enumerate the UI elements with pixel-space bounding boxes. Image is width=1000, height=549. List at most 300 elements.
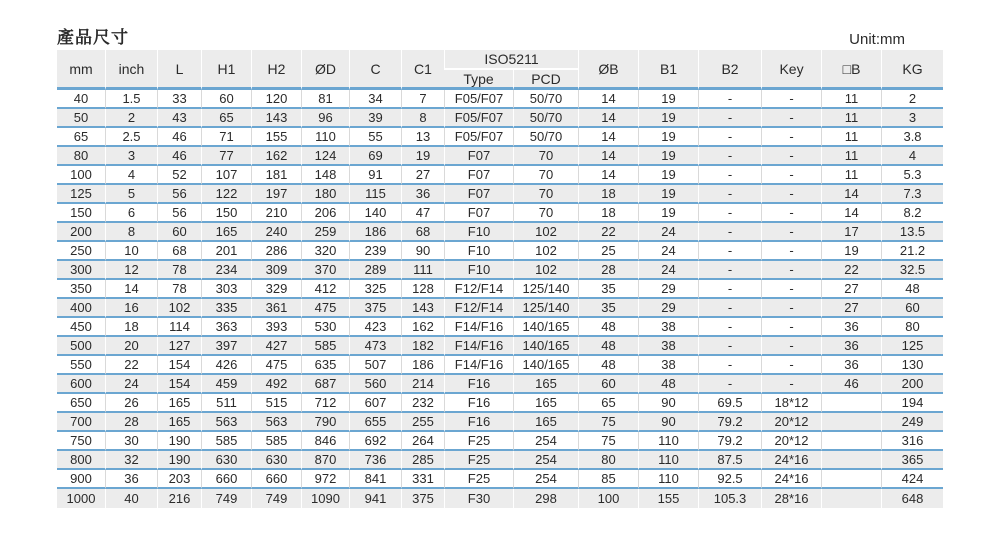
table-cell — [821, 451, 881, 470]
table-cell: 492 — [251, 375, 301, 394]
table-cell: 105.3 — [698, 489, 761, 508]
table-cell: 46 — [157, 147, 201, 166]
table-cell: F14/F16 — [444, 356, 513, 375]
table-cell: 75 — [578, 413, 638, 432]
table-cell: 69.5 — [698, 394, 761, 413]
table-cell: - — [698, 280, 761, 299]
table-cell: 24 — [638, 242, 698, 261]
table-cell: 29 — [638, 299, 698, 318]
table-cell — [821, 394, 881, 413]
table-cell: 8.2 — [881, 204, 943, 223]
table-cell: 80 — [881, 318, 943, 337]
table-cell: 48 — [578, 318, 638, 337]
table-cell: 125/140 — [513, 280, 578, 299]
table-cell: 197 — [251, 185, 301, 204]
table-cell: 11 — [821, 166, 881, 185]
table-cell: 165 — [201, 223, 251, 242]
table-cell: 320 — [301, 242, 349, 261]
table-cell: F10 — [444, 223, 513, 242]
col-header-kg: KG — [881, 50, 943, 90]
table-cell: 585 — [201, 432, 251, 451]
table-cell: 206 — [301, 204, 349, 223]
table-cell: 150 — [201, 204, 251, 223]
table-cell: 511 — [201, 394, 251, 413]
table-cell: 46 — [821, 375, 881, 394]
table-cell: F12/F14 — [444, 299, 513, 318]
table-cell: - — [698, 223, 761, 242]
table-cell: 749 — [201, 489, 251, 508]
table-cell: - — [761, 185, 821, 204]
table-cell: 254 — [513, 470, 578, 489]
table-cell: 130 — [881, 356, 943, 375]
table-cell: 635 — [301, 356, 349, 375]
col-header-type: Type — [444, 70, 513, 90]
table-cell: 60 — [157, 223, 201, 242]
table-cell: 201 — [201, 242, 251, 261]
table-cell: 259 — [301, 223, 349, 242]
table-cell: 393 — [251, 318, 301, 337]
table-cell: 162 — [401, 318, 444, 337]
col-header-ob: ØB — [578, 50, 638, 90]
table-cell: F07 — [444, 147, 513, 166]
table-cell: 4 — [881, 147, 943, 166]
table-cell: - — [761, 128, 821, 147]
table-cell: F05/F07 — [444, 90, 513, 109]
table-cell: 65 — [578, 394, 638, 413]
table-cell: 200 — [881, 375, 943, 394]
table-cell: 2.5 — [105, 128, 157, 147]
table-cell: 181 — [251, 166, 301, 185]
table-cell: 563 — [201, 413, 251, 432]
table-cell: 124 — [301, 147, 349, 166]
table-cell: F07 — [444, 204, 513, 223]
table-cell: 125 — [57, 185, 105, 204]
col-header-h1: H1 — [201, 50, 251, 90]
table-cell: 77 — [201, 147, 251, 166]
table-cell: 65 — [201, 109, 251, 128]
table-cell: 115 — [349, 185, 401, 204]
table-cell: 300 — [57, 261, 105, 280]
table-cell: 239 — [349, 242, 401, 261]
table-cell: 21.2 — [881, 242, 943, 261]
table-cell: 4 — [105, 166, 157, 185]
table-cell: 38 — [638, 337, 698, 356]
table-cell: 692 — [349, 432, 401, 451]
table-cell: 190 — [157, 451, 201, 470]
table-cell: 165 — [157, 413, 201, 432]
table-cell: 69 — [349, 147, 401, 166]
table-cell: 370 — [301, 261, 349, 280]
table-cell: 120 — [251, 90, 301, 109]
table-cell: 190 — [157, 432, 201, 451]
table-row — [57, 280, 943, 299]
table-cell: 186 — [349, 223, 401, 242]
table-cell: 28 — [578, 261, 638, 280]
table-cell: 107 — [201, 166, 251, 185]
table-cell: 36 — [821, 356, 881, 375]
table-cell: - — [698, 147, 761, 166]
table-row — [57, 337, 943, 356]
table-cell: 712 — [301, 394, 349, 413]
table-cell: 148 — [301, 166, 349, 185]
table-cell: 102 — [157, 299, 201, 318]
table-cell: 846 — [301, 432, 349, 451]
table-cell: 20 — [105, 337, 157, 356]
table-cell: 870 — [301, 451, 349, 470]
table-cell: 214 — [401, 375, 444, 394]
table-cell: F10 — [444, 242, 513, 261]
table-cell: F05/F07 — [444, 128, 513, 147]
table-cell: 140/165 — [513, 318, 578, 337]
table-cell: - — [698, 261, 761, 280]
table-cell: 736 — [349, 451, 401, 470]
table-cell: 19 — [638, 147, 698, 166]
table-cell: 203 — [157, 470, 201, 489]
table-cell: - — [761, 318, 821, 337]
table-cell: 749 — [251, 489, 301, 508]
table-cell: 182 — [401, 337, 444, 356]
table-row — [57, 261, 943, 280]
table-cell: 56 — [157, 185, 201, 204]
table-header — [57, 50, 943, 90]
table-row — [57, 356, 943, 375]
table-cell: 71 — [201, 128, 251, 147]
table-cell: 19 — [821, 242, 881, 261]
table-cell: F16 — [444, 394, 513, 413]
table-cell: 473 — [349, 337, 401, 356]
table-cell: 60 — [881, 299, 943, 318]
table-cell: 397 — [201, 337, 251, 356]
table-row — [57, 128, 943, 147]
table-cell: 20*12 — [761, 432, 821, 451]
table-cell: - — [761, 242, 821, 261]
table-cell: 200 — [57, 223, 105, 242]
table-cell: 128 — [401, 280, 444, 299]
table-cell: 79.2 — [698, 413, 761, 432]
table-cell: - — [698, 166, 761, 185]
table-cell: 530 — [301, 318, 349, 337]
table-cell: 13.5 — [881, 223, 943, 242]
table-cell: 1.5 — [105, 90, 157, 109]
table-cell: 18*12 — [761, 394, 821, 413]
table-cell: 249 — [881, 413, 943, 432]
table-cell: 125/140 — [513, 299, 578, 318]
table-cell: 60 — [201, 90, 251, 109]
table-cell: - — [698, 90, 761, 109]
table-cell: 900 — [57, 470, 105, 489]
table-cell: 186 — [401, 356, 444, 375]
table-row — [57, 147, 943, 166]
table-cell: 110 — [638, 451, 698, 470]
table-cell: 8 — [401, 109, 444, 128]
col-header-od: ØD — [301, 50, 349, 90]
table-cell: 40 — [57, 90, 105, 109]
table-cell: 46 — [157, 128, 201, 147]
table-cell: 475 — [301, 299, 349, 318]
table-cell: 309 — [251, 261, 301, 280]
table-cell: 240 — [251, 223, 301, 242]
table-cell: 22 — [105, 356, 157, 375]
table-cell: 325 — [349, 280, 401, 299]
table-cell: 331 — [401, 470, 444, 489]
table-cell: 28*16 — [761, 489, 821, 508]
table-cell: 563 — [251, 413, 301, 432]
table-cell: F16 — [444, 413, 513, 432]
table-cell: 5 — [105, 185, 157, 204]
table-cell: 29 — [638, 280, 698, 299]
table-cell: 16 — [105, 299, 157, 318]
table-cell: 22 — [821, 261, 881, 280]
table-cell: 10 — [105, 242, 157, 261]
table-cell: - — [761, 375, 821, 394]
page-title: 產品尺寸 — [57, 28, 129, 47]
table-cell: 365 — [881, 451, 943, 470]
table-cell: 972 — [301, 470, 349, 489]
table-cell: F14/F16 — [444, 337, 513, 356]
table-cell: 180 — [301, 185, 349, 204]
table-cell: 1090 — [301, 489, 349, 508]
table-cell: 35 — [578, 299, 638, 318]
table-cell: 33 — [157, 90, 201, 109]
table-cell: 19 — [638, 185, 698, 204]
table-cell: 52 — [157, 166, 201, 185]
table-cell: 941 — [349, 489, 401, 508]
table-cell: - — [761, 90, 821, 109]
table-cell — [821, 432, 881, 451]
table-cell: 6 — [105, 204, 157, 223]
table-row — [57, 204, 943, 223]
table-cell: 11 — [821, 128, 881, 147]
table-cell: 78 — [157, 280, 201, 299]
table-cell: 102 — [513, 223, 578, 242]
table-cell: 143 — [401, 299, 444, 318]
table-row — [57, 375, 943, 394]
table-cell: - — [698, 299, 761, 318]
table-cell: - — [698, 375, 761, 394]
table-body — [57, 90, 943, 508]
table-cell: 48 — [578, 337, 638, 356]
table-cell: 361 — [251, 299, 301, 318]
table-cell: 14 — [578, 109, 638, 128]
table-cell: 12 — [105, 261, 157, 280]
table-cell: 254 — [513, 432, 578, 451]
table-cell: 660 — [201, 470, 251, 489]
table-cell: 1000 — [57, 489, 105, 508]
table-cell: - — [761, 337, 821, 356]
table-cell: 114 — [157, 318, 201, 337]
table-cell: 335 — [201, 299, 251, 318]
table-cell: F25 — [444, 451, 513, 470]
table-row — [57, 318, 943, 337]
table-cell: 36 — [401, 185, 444, 204]
table-cell: 38 — [638, 356, 698, 375]
table-cell: 40 — [105, 489, 157, 508]
table-cell: 70 — [513, 204, 578, 223]
table-cell: 363 — [201, 318, 251, 337]
table-row — [57, 90, 943, 109]
table-cell: 459 — [201, 375, 251, 394]
table-cell: 60 — [578, 375, 638, 394]
table-cell: 110 — [638, 432, 698, 451]
table-cell: - — [761, 109, 821, 128]
table-cell: 585 — [251, 432, 301, 451]
table-cell: 316 — [881, 432, 943, 451]
table-row — [57, 451, 943, 470]
table-cell: 80 — [578, 451, 638, 470]
table-cell: 841 — [349, 470, 401, 489]
table-cell: - — [698, 204, 761, 223]
table-cell: 7 — [401, 90, 444, 109]
table-cell: - — [761, 223, 821, 242]
table-cell: 143 — [251, 109, 301, 128]
table-cell: 660 — [251, 470, 301, 489]
table-row — [57, 470, 943, 489]
table-cell: 154 — [157, 375, 201, 394]
table-cell — [821, 413, 881, 432]
table-cell: 14 — [578, 128, 638, 147]
col-header-l: L — [157, 50, 201, 90]
table-cell: 607 — [349, 394, 401, 413]
table-cell: 110 — [638, 470, 698, 489]
table-cell: F14/F16 — [444, 318, 513, 337]
col-header-mm: mm — [57, 50, 105, 90]
table-cell: 140 — [349, 204, 401, 223]
table-cell: 79.2 — [698, 432, 761, 451]
table-cell: 35 — [578, 280, 638, 299]
table-cell: 255 — [401, 413, 444, 432]
table-cell: 11 — [821, 147, 881, 166]
table-cell: 165 — [513, 375, 578, 394]
table-cell: 655 — [349, 413, 401, 432]
table-cell: 155 — [638, 489, 698, 508]
table-cell: 412 — [301, 280, 349, 299]
table-cell: 127 — [157, 337, 201, 356]
table-cell: 111 — [401, 261, 444, 280]
col-header-c: C — [349, 50, 401, 90]
table-cell: 30 — [105, 432, 157, 451]
table-cell: 5.3 — [881, 166, 943, 185]
table-cell: F25 — [444, 432, 513, 451]
table-cell: 80 — [57, 147, 105, 166]
table-cell: - — [698, 185, 761, 204]
table-cell: 500 — [57, 337, 105, 356]
table-cell: 34 — [349, 90, 401, 109]
table-cell: 100 — [57, 166, 105, 185]
table-cell: 630 — [251, 451, 301, 470]
table-cell: 70 — [513, 185, 578, 204]
table-cell: 254 — [513, 451, 578, 470]
table-cell: 90 — [401, 242, 444, 261]
table-cell: 70 — [513, 166, 578, 185]
table-cell: - — [761, 166, 821, 185]
table-cell: 18 — [578, 185, 638, 204]
table-cell: 350 — [57, 280, 105, 299]
table-cell: 26 — [105, 394, 157, 413]
table-cell: 600 — [57, 375, 105, 394]
table-cell: 75 — [578, 432, 638, 451]
table-cell: 36 — [105, 470, 157, 489]
table-cell: F07 — [444, 185, 513, 204]
table-cell: - — [761, 261, 821, 280]
table-cell: - — [761, 356, 821, 375]
table-cell: 286 — [251, 242, 301, 261]
table-cell: 648 — [881, 489, 943, 508]
table-cell: 38 — [638, 318, 698, 337]
table-cell: 2 — [881, 90, 943, 109]
table-cell: 102 — [513, 242, 578, 261]
table-cell: 150 — [57, 204, 105, 223]
table-cell: 3 — [881, 109, 943, 128]
table-cell: F30 — [444, 489, 513, 508]
table-cell: 475 — [251, 356, 301, 375]
table-cell: 27 — [401, 166, 444, 185]
table-cell: 650 — [57, 394, 105, 413]
table-row — [57, 223, 943, 242]
table-cell: 298 — [513, 489, 578, 508]
table-cell: 110 — [301, 128, 349, 147]
table-cell: 2 — [105, 109, 157, 128]
table-cell: 47 — [401, 204, 444, 223]
table-cell: 630 — [201, 451, 251, 470]
table-cell: 154 — [157, 356, 201, 375]
table-cell: 140/165 — [513, 337, 578, 356]
table-cell: 32 — [105, 451, 157, 470]
table-cell: 85 — [578, 470, 638, 489]
table-cell: 234 — [201, 261, 251, 280]
table-cell: 790 — [301, 413, 349, 432]
table-cell: 19 — [638, 109, 698, 128]
table-cell: 800 — [57, 451, 105, 470]
table-row — [57, 166, 943, 185]
table-cell: 216 — [157, 489, 201, 508]
table-cell: - — [761, 204, 821, 223]
table-row — [57, 413, 943, 432]
table-cell: 329 — [251, 280, 301, 299]
table-cell: 19 — [638, 204, 698, 223]
table-cell: 700 — [57, 413, 105, 432]
table-cell: 232 — [401, 394, 444, 413]
table-cell: 19 — [638, 90, 698, 109]
table-cell: - — [761, 280, 821, 299]
top-bar — [57, 18, 943, 48]
table-row — [57, 394, 943, 413]
table-cell: 87.5 — [698, 451, 761, 470]
table-cell: 155 — [251, 128, 301, 147]
col-header-b2: B2 — [698, 50, 761, 90]
table-row — [57, 432, 943, 451]
table-cell: 11 — [821, 90, 881, 109]
table-cell: 32.5 — [881, 261, 943, 280]
table-cell: 55 — [349, 128, 401, 147]
table-cell: 102 — [513, 261, 578, 280]
table-cell: 140/165 — [513, 356, 578, 375]
table-cell: 289 — [349, 261, 401, 280]
table-cell: 375 — [349, 299, 401, 318]
col-header-square-b: □B — [821, 50, 881, 90]
table-cell: 14 — [578, 90, 638, 109]
table-cell: 78 — [157, 261, 201, 280]
table-cell: 36 — [821, 337, 881, 356]
table-cell: 81 — [301, 90, 349, 109]
table-cell: 18 — [578, 204, 638, 223]
table-cell: 90 — [638, 394, 698, 413]
table-cell: 162 — [251, 147, 301, 166]
table-cell: 90 — [638, 413, 698, 432]
table-cell: - — [761, 147, 821, 166]
col-header-iso5211: ISO5211 — [444, 50, 578, 70]
table-cell: 750 — [57, 432, 105, 451]
table-cell: 450 — [57, 318, 105, 337]
